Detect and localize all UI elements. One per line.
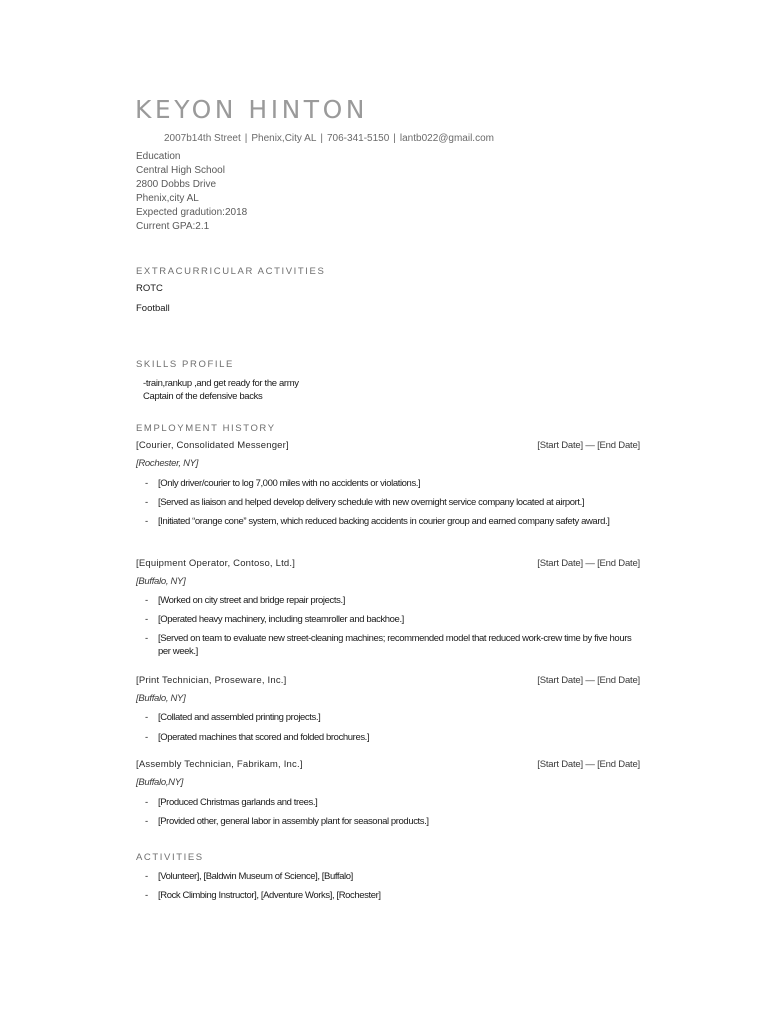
bullet-text: [Collated and assembled printing projects.] [158, 712, 321, 723]
employment-heading: EMPLOYMENT HISTORY [136, 423, 276, 434]
activity-bullet [145, 889, 640, 902]
job-location: [Buffalo,NY] [136, 777, 184, 788]
contact-separator: | [320, 133, 323, 144]
education-block [136, 150, 247, 234]
extracurricular-heading: EXTRACURRICULAR ACTIVITIES [136, 266, 326, 277]
job-title: [Courier, Consolidated Messenger] [136, 440, 289, 451]
job-bullet [145, 711, 640, 724]
contact-city: Phenix,City AL [251, 133, 317, 144]
skills-heading: SKILLS PROFILE [136, 359, 234, 370]
bullet-dash: - [145, 633, 148, 644]
education-heading: Education [136, 151, 181, 162]
education-gpa: Current GPA:2.1 [136, 221, 210, 232]
bullet-dash: - [145, 595, 148, 606]
bullet-text: [Initiated “orange cone” system, which reduced backing accidents in courier group and earned company safety award.] [158, 516, 610, 527]
bullet-dash: - [145, 478, 148, 489]
contact-address: 2007b14th Street [164, 133, 241, 144]
job-bullet [145, 477, 640, 490]
bullet-text: [Volunteer], [Baldwin Museum of Science], [Buffalo] [158, 871, 353, 882]
contact-line [164, 133, 494, 144]
skills-line: Captain of the defensive backs [143, 391, 263, 402]
resume-name: KEYON HINTON [135, 95, 368, 124]
job-bullet [145, 731, 640, 744]
job-bullet [145, 613, 640, 626]
job-dates: [Start Date] — [End Date] [537, 558, 640, 569]
skills-line: -train,rankup ,and get ready for the army [143, 378, 299, 389]
contact-separator: | [393, 133, 396, 144]
activity-bullet [145, 870, 640, 883]
bullet-dash: - [145, 732, 148, 743]
bullet-dash: - [145, 712, 148, 723]
bullet-dash: - [145, 890, 148, 901]
job-bullet [145, 594, 640, 607]
bullet-text: [Worked on city street and bridge repair projects.] [158, 595, 345, 606]
bullet-dash: - [145, 797, 148, 808]
job-title: [Assembly Technician, Fabrikam, Inc.] [136, 759, 303, 770]
bullet-dash: - [145, 516, 148, 527]
job-dates: [Start Date] — [End Date] [537, 675, 640, 686]
activities-heading: ACTIVITIES [136, 852, 204, 863]
education-school: Central High School [136, 165, 225, 176]
job-dates: [Start Date] — [End Date] [537, 759, 640, 770]
skills-block [143, 377, 299, 403]
job-bullet [145, 515, 640, 528]
bullet-text: [Rock Climbing Instructor], [Adventure Works], [Rochester] [158, 890, 381, 901]
bullet-dash: - [145, 871, 148, 882]
job-bullet [145, 815, 640, 828]
job-title: [Print Technician, Proseware, Inc.] [136, 675, 287, 686]
job-location: [Buffalo, NY] [136, 693, 186, 704]
extracurricular-item: Football [136, 303, 170, 314]
bullet-text: [Produced Christmas garlands and trees.] [158, 797, 318, 808]
bullet-dash: - [145, 816, 148, 827]
bullet-dash: - [145, 614, 148, 625]
contact-separator: | [244, 133, 248, 144]
bullet-dash: - [145, 497, 148, 508]
bullet-text: [Served on team to evaluate new street-cleaning machines; recommended model that reduced work-crew time by five hours per week.] [158, 633, 632, 657]
bullet-text: [Only driver/courier to log 7,000 miles with no accidents or violations.] [158, 478, 421, 489]
education-graduation: Expected gradution:2018 [136, 207, 248, 218]
bullet-text: [Served as liaison and helped develop delivery schedule with new overnight service company located at airport.] [158, 497, 585, 508]
job-dates: [Start Date] — [End Date] [537, 440, 640, 451]
bullet-text: [Operated machines that scored and folded brochures.] [158, 732, 370, 743]
contact-phone: 706-341-5150 [327, 133, 390, 144]
job-location: [Rochester, NY] [136, 458, 199, 469]
contact-email: lantb022@gmail.com [399, 133, 494, 144]
job-location: [Buffalo, NY] [136, 576, 186, 587]
education-city: Phenix,city AL [136, 193, 199, 204]
job-bullet [145, 496, 640, 509]
job-bullet [145, 632, 640, 658]
job-bullet [145, 796, 640, 809]
education-street: 2800 Dobbs Drive [136, 179, 217, 190]
bullet-text: [Operated heavy machinery, including steamroller and backhoe.] [158, 614, 404, 625]
extracurricular-item: ROTC [136, 283, 163, 294]
job-title: [Equipment Operator, Contoso, Ltd.] [136, 558, 296, 569]
bullet-text: [Provided other, general labor in assembly plant for seasonal products.] [158, 816, 429, 827]
